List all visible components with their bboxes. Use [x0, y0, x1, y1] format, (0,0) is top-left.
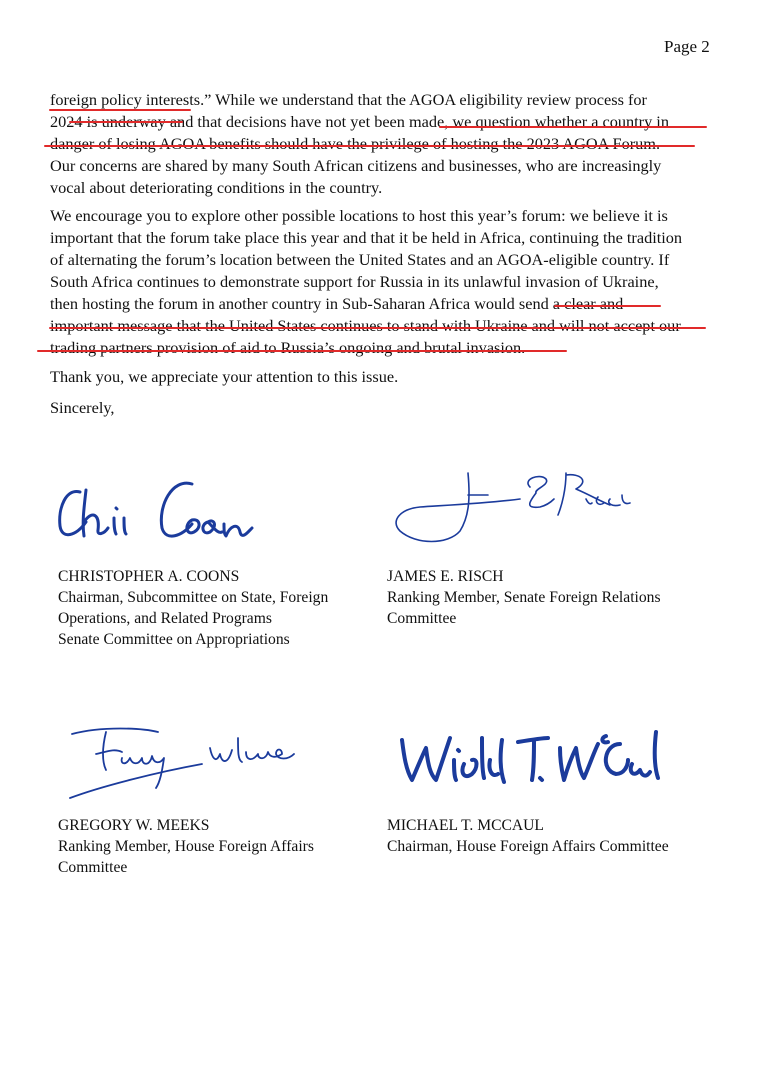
signatory-title-line: Chairman, Subcommittee on State, Foreign	[58, 589, 329, 606]
signature-block-risch	[387, 566, 661, 629]
text-line: We encourage you to explore other possible locations to host this year’s forum: we believe it is	[50, 206, 668, 225]
signatory-title-line: Operations, and Related Programs	[58, 610, 272, 627]
text-line: vocal about deteriorating conditions in the country.	[50, 178, 383, 197]
signatory-title-line: Ranking Member, House Foreign Affairs	[58, 838, 314, 855]
text-line: important message that the United States continues to stand with Ukraine and will not accept our	[50, 316, 681, 335]
signatory-title-line: Senate Committee on Appropriations	[58, 631, 290, 648]
page-number: Page 2	[664, 37, 710, 56]
paragraph-thank-you: Thank you, we appreciate your attention to this issue.	[50, 367, 399, 386]
signatory-name: MICHAEL T. MCCAUL	[387, 817, 544, 834]
text-line: foreign policy interests.” While we understand that the AGOA eligibility review process for	[50, 90, 647, 109]
signatory-name: JAMES E. RISCH	[387, 568, 504, 585]
closing-sincerely: Sincerely,	[50, 398, 115, 417]
signature-coons	[52, 470, 272, 550]
signature-risch	[390, 465, 640, 555]
text-line: important that the forum take place this year and that it be held in Africa, continuing the tradition	[50, 228, 683, 247]
text-line: South Africa continues to demonstrate support for Russia in its unlawful invasion of Ukraine,	[50, 272, 659, 291]
signature-block-mccaul	[387, 815, 669, 857]
signatory-title-line: Ranking Member, Senate Foreign Relations	[387, 589, 661, 606]
text-line: danger of losing AGOA benefits should have the privilege of hosting the 2023 AGOA Forum.	[50, 134, 661, 153]
signatory-title-line: Committee	[387, 610, 457, 627]
paragraph-forum-concerns	[50, 89, 725, 199]
signatory-title-line: Committee	[58, 859, 128, 876]
signature-mccaul	[392, 720, 692, 800]
paragraph-alternative-locations	[50, 205, 725, 359]
text-line: 2024 is underway and that decisions have not yet been made, we question whether a country in	[50, 112, 669, 131]
signatory-title-line: Chairman, House Foreign Affairs Committee	[387, 838, 669, 855]
signature-block-coons	[58, 566, 328, 650]
text-line: of alternating the forum’s location between the United States and an AGOA-eligible country. If	[50, 250, 670, 269]
text-line: then hosting the forum in another country in Sub-Saharan Africa would send a clear and	[50, 294, 624, 313]
signature-meeks	[62, 708, 302, 808]
signatory-name: CHRISTOPHER A. COONS	[58, 568, 240, 585]
text-line: Our concerns are shared by many South African citizens and businesses, who are increasingly	[50, 156, 662, 175]
signature-block-meeks	[58, 815, 314, 878]
text-line: trading partners provision of aid to Russia’s ongoing and brutal invasion.	[50, 338, 526, 357]
signatory-name: GREGORY W. MEEKS	[58, 817, 210, 834]
